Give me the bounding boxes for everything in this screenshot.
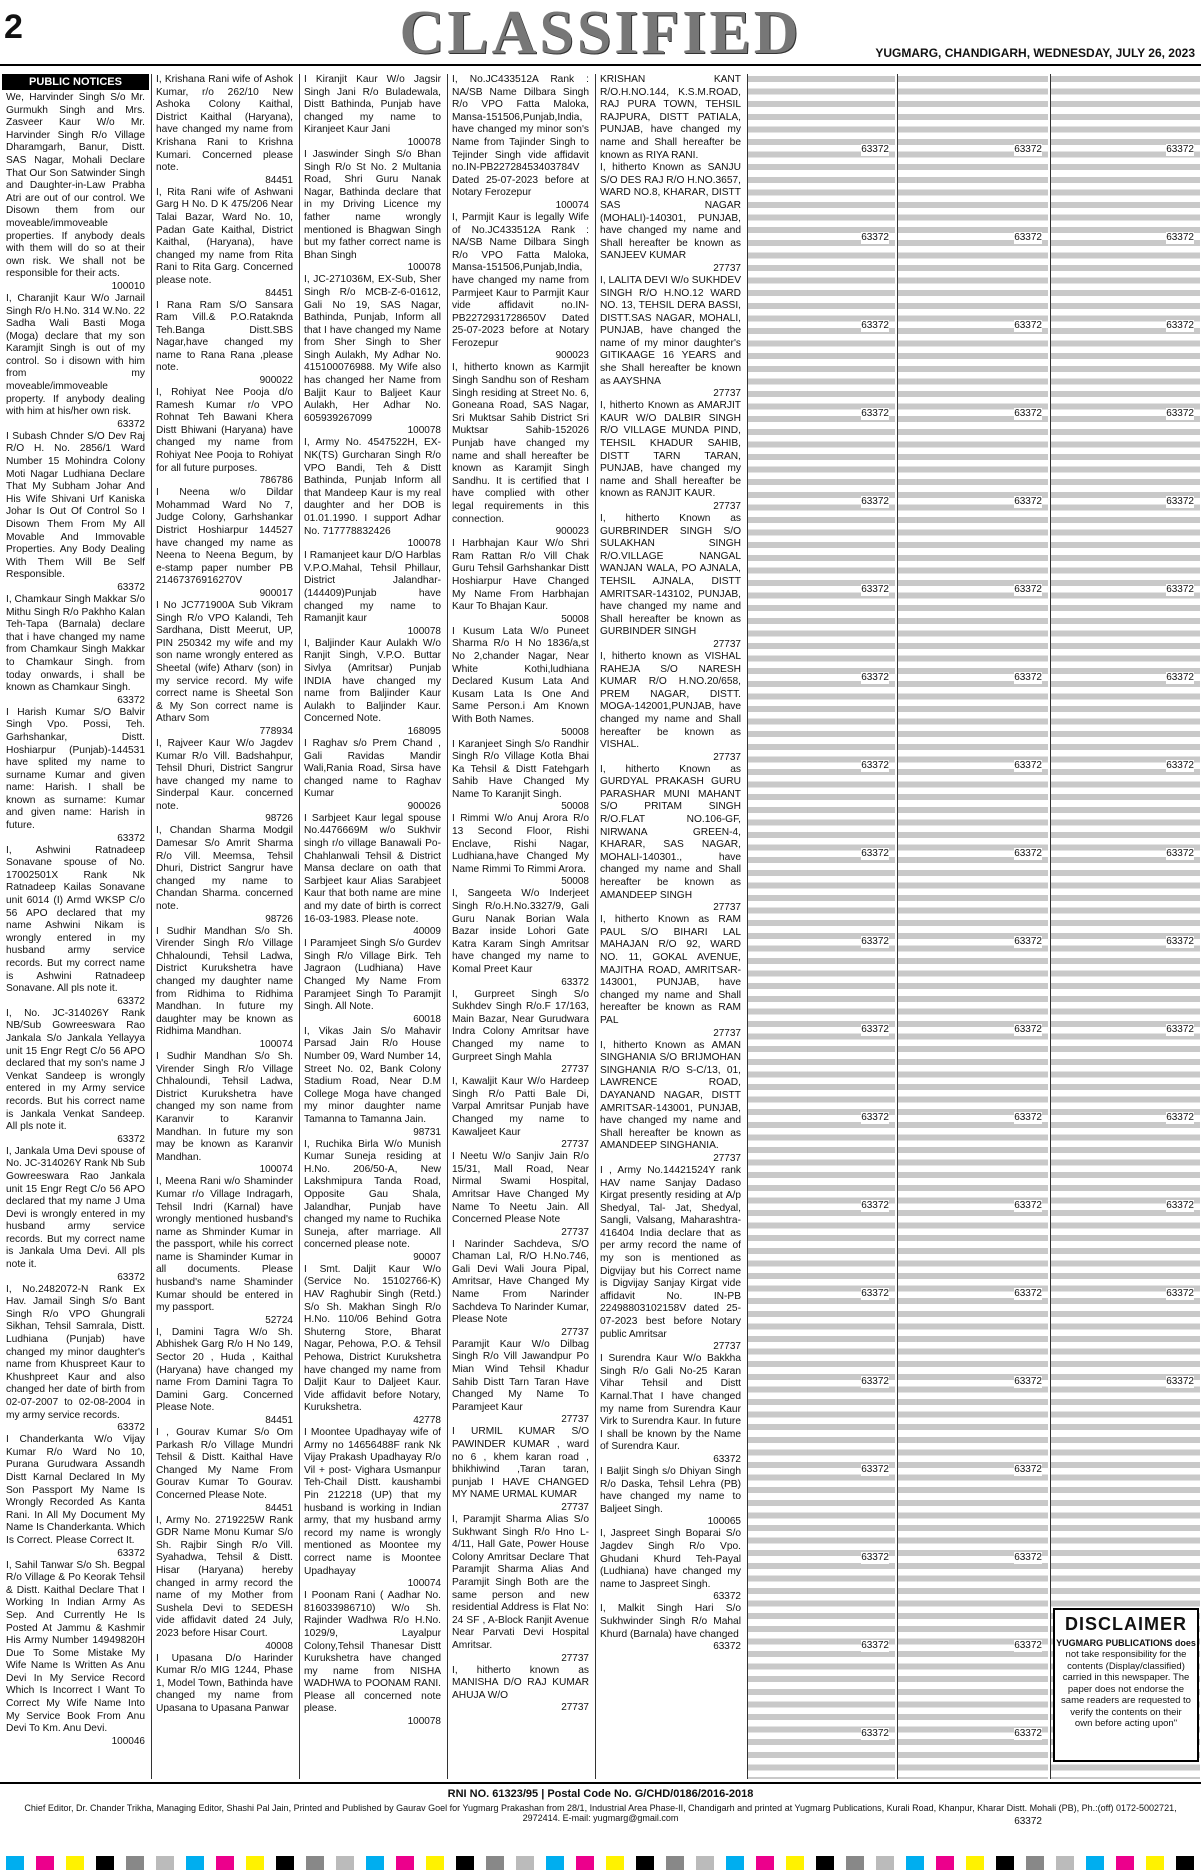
registration-bar bbox=[756, 1856, 774, 1870]
notice-entry: KRISHAN KANT R/O.H.NO.144, K.S.M.ROAD, RAJ PURA TOWN, TEHSIL RAJPURA, DISTT PATIALA, PUNJAB, have changed my name and Shall hereafter be known as RIYA RANI. bbox=[600, 74, 741, 161]
notice-code: 63372 bbox=[1014, 1376, 1042, 1387]
notice-code: 84451 bbox=[265, 287, 293, 299]
notice-entry: I Neena w/o Dildar Mohammad Ward No 7, Judge Colony, Garhshankar District Hoshiarpur 144527 have changed my name as Neena to Neena Begum, by e-stamp paper number PB 21467376916270V bbox=[156, 487, 293, 587]
registration-bar bbox=[1056, 1856, 1074, 1870]
notice-code: 42778 bbox=[413, 1415, 441, 1426]
notice-code: 900022 bbox=[259, 375, 293, 387]
notice-code: 100078 bbox=[407, 1716, 441, 1728]
notice-code: 63372 bbox=[1166, 144, 1194, 155]
notice-entry: I, hitherto Known as AMAN SINGHANIA S/O BRIJMOHAN SINGHANIA R/O S-C/13, 01, LAWRENCE ROAD, DAYANAND NAGAR, DISTT AMRITSAR-143001, PUNJAB, have changed my name and Shall hereafter be known as AMANDEEP SINGHANIA. bbox=[600, 1039, 741, 1152]
registration-bar bbox=[996, 1856, 1014, 1870]
registration-bar bbox=[186, 1856, 204, 1870]
registration-bar bbox=[276, 1856, 294, 1870]
registration-bar bbox=[246, 1856, 264, 1870]
notice-code: 63372 bbox=[1166, 1024, 1194, 1035]
registration-bar bbox=[306, 1856, 324, 1870]
notice-code: 63372 bbox=[713, 1641, 741, 1653]
notice-code: 63372 bbox=[1014, 1288, 1042, 1299]
registration-bar bbox=[606, 1856, 624, 1870]
notice-code: 27737 bbox=[561, 1702, 589, 1714]
notice-code: 63372 bbox=[117, 1133, 145, 1145]
notice-code: 100078 bbox=[407, 538, 441, 550]
registration-bar bbox=[156, 1856, 174, 1870]
notice-code: 52724 bbox=[265, 1314, 293, 1326]
notice-code: 63372 bbox=[1014, 672, 1042, 683]
notice-entry: I Paramjeet Singh S/o Gurdev Singh R/o Village Birk. Teh Jagraon (Ludhiana) Have Changed My Name From Paramjeet Singh To Paramjit Singh. All Note. bbox=[304, 938, 441, 1013]
notice-code: 40009 bbox=[413, 926, 441, 938]
notice-code: 63372 bbox=[861, 1640, 889, 1651]
notice-entry: I Baljit Singh s/o Dhiyan Singh R/o Daska, Tehsil Lehra (PB) have changed my name to Baljeet Singh. bbox=[600, 1465, 741, 1515]
notice-code: 63372 bbox=[117, 581, 145, 593]
notice-code: 63372 bbox=[713, 1453, 741, 1465]
notice-code: 100074 bbox=[259, 1038, 293, 1050]
notice-code: 63372 bbox=[561, 976, 589, 988]
column-5 bbox=[595, 74, 745, 1779]
notice-entry: I, Paramjit Sharma Alias S/o Sukhwant Singh R/o Hno L-4/11, Hall Gate, Power House Colony Amritsar Declare That Paramjit Sharma Alias And Paramjit Singh Both are the same person and new residential Address is Flat No: 24 SF , A-Block Ranjit Avenue Near Parvati Devi Hospital Amritsar. bbox=[452, 1513, 589, 1651]
notice-code: 63372 bbox=[117, 418, 145, 430]
disclaimer-subtitle: YUGMARG PUBLICATIONS does bbox=[1056, 1638, 1196, 1648]
notice-entry: I Surendra Kaur W/o Bakkha Singh R/o Gali No-25 Karan Vihar Tehsil and Distt Karnal.That I have changed my name from Surendra Kaur Virk to Surendra Kaur. In future I shall be known by the Name of Surendra Kaur. bbox=[600, 1353, 741, 1453]
notice-code: 27737 bbox=[713, 1027, 741, 1039]
column-1-entries bbox=[2, 92, 149, 1748]
column-3 bbox=[299, 74, 445, 1779]
notice-entry: I Moontee Upadhayay wife of Army no 14656488F rank Nk Vijay Prakash Upadhayay R/o Vil + post- Vighara Usmanpur Teh-Chail Distt. kaushambi Pin 212218 (UP) that my husband is working in Indian army, that my husband army record my name is wrongly mentioned as Moontee my correct name is Moontee Upadhayay bbox=[304, 1427, 441, 1577]
registration-bar bbox=[426, 1856, 444, 1870]
notice-code: 27737 bbox=[713, 638, 741, 650]
registration-bar bbox=[126, 1856, 144, 1870]
section-title: CLASSIFIED bbox=[399, 0, 802, 67]
notice-code: 84451 bbox=[265, 1415, 293, 1426]
notice-code: 63372 bbox=[117, 995, 145, 1007]
registration-bar bbox=[846, 1856, 864, 1870]
notice-entry: I, hitherto known as Karmjit Singh Sandhu son of Resham Singh residing at Street No. 6, Goneana Road, SAS Nagar, Sri Muktsar Sahib District Sri Muktsar Sahib-152026 Punjab have changed my name and shall hereafter be known as Karamjit Singh Sandhu. It is certified that I have complied with other legal requirements in this connection. bbox=[452, 362, 589, 525]
notice-code: 27737 bbox=[561, 1414, 589, 1426]
notice-entry: I, Chamkaur Singh Makkar S/o Mithu Singh R/o Pakhho Kalan Teh-Tapa (Barnala) declare that i have changed my name from Chamkaur Singh Makkar to Chamkaur Singh. from today onwards, i shall be known as Chamkaur Singh. bbox=[6, 593, 145, 694]
notice-entry: I, No.JC433512A Rank : NA/SB Name Dilbara Singh R/o VPO Fatta Maloka, Mansa-151506,Punjab,India, have changed my minor son's Name from Tajinder Singh to Tejinder Singh vide affidavit no.IN-PB22728453403784V Dated 25-07-2023 before at Notary Ferozepur bbox=[452, 74, 589, 199]
notice-entry: I, Jaspreet Singh Boparai S/o Jagdev Singh R/o Vpo. Ghudani Khurd Teh-Payal (Ludhiana) have changed my name to Jaspreet Singh. bbox=[600, 1528, 741, 1590]
registration-bar bbox=[636, 1856, 654, 1870]
notice-code: 63372 bbox=[1014, 144, 1042, 155]
notice-entry: We, Harvinder Singh S/o Mr. Gurmukh Singh and Mrs. Zasveer Kaur W/o Mr. Harvinder Singh R/o Village Dharamgarh, Banur, Distt. SAS Nagar, Mohali Declare That Our Son Satwinder Singh and Daughter-in-Law Prabha Atri are out of our control. We Disown them from our moveable/immoveable properties. If anybody deals with them will do so at their own risk. We shall not be responsible for their acts. bbox=[6, 92, 145, 280]
notice-entry: I, hitherto Known as AMARJIT KAUR W/O DALBIR SINGH R/O VILLAGE MUNDA PIND, TEHSIL KHADUR SAHIB, DISTT TARN TARAN, PUNJAB, have changed my name and Shall hereafter be known as RANJIT KAUR. bbox=[600, 400, 741, 500]
registration-bar bbox=[36, 1856, 54, 1870]
notice-code: 98726 bbox=[265, 913, 293, 925]
notice-code: 50008 bbox=[561, 726, 589, 738]
notice-code: 63372 bbox=[117, 1271, 145, 1283]
notice-code: 27737 bbox=[561, 1064, 589, 1076]
notice-entry: I, Krishana Rani wife of Ashok Kumar, r/o 262/10 New Ashoka Colony Kaithal, District Kaithal (Haryana), have changed my name from Krishana Rani to Krishna Kumari. Concerned please note. bbox=[156, 74, 293, 174]
notice-code: 900017 bbox=[259, 587, 293, 599]
notice-entry: I, Army No. 2719225W Rank GDR Name Monu Kumar S/o Sh. Rajbir Singh R/o Vill. Syahadwa, Tehsil & Distt. Hisar (Haryana) hereby changed in army record the name of my Mother from Sushela Devi to SEDESH vide affidavit dated 24 July, 2023 before Hisar Court. bbox=[156, 1514, 293, 1639]
notice-entry: I, Damini Tagra W/o Sh. Abhishek Garg R/o H No 149, Sector 20 , Huda , Kaithal (Haryana) have changed my name From Damini Tagra To Damini Garg. Concerned Please Note. bbox=[156, 1326, 293, 1414]
notice-code: 63372 bbox=[861, 144, 889, 155]
notice-code: 63372 bbox=[1166, 320, 1194, 331]
notice-code: 27737 bbox=[713, 1341, 741, 1353]
registration-bar bbox=[516, 1856, 534, 1870]
notice-code: 100074 bbox=[259, 1164, 293, 1176]
notice-code: 63372 bbox=[1166, 496, 1194, 507]
notice-code: 100010 bbox=[111, 280, 145, 292]
notice-entry: I Sarbjeet Kaur legal spouse No.4476669M w/o Sukhvir singh r/o village Banawali Po-Chahlanwali Tehsil & District Mansa declare on oath that Sarbjeet kaur Alias Sarabjeet Kaur that both name are mine and my date of birth is correct 16-03-1983. Please note. bbox=[304, 812, 441, 925]
notice-code: 63372 bbox=[861, 672, 889, 683]
notice-code: 27737 bbox=[713, 501, 741, 512]
registration-bar bbox=[396, 1856, 414, 1870]
notice-code: 63372 bbox=[1014, 1640, 1042, 1651]
registration-bar bbox=[966, 1856, 984, 1870]
notice-entry: I, Rohiyat Nee Pooja d/o Ramesh Kumar r/o VPO Rohnat Teh Bawani Khera Distt Bhiwani (Haryana) have changed my name from Rohiyat Nee Pooja to Rohiyat for all future purposes. bbox=[156, 387, 293, 474]
notice-entry: I, Rajveer Kaur W/o Jagdev Kumar R/o Vill. Badshahpur, Tehsil Dhuri, District Sangrur have changed my name to Sinderpal Kaur. concerned note. bbox=[156, 737, 293, 812]
registration-bar bbox=[936, 1856, 954, 1870]
notice-code: 27737 bbox=[561, 1652, 589, 1664]
notice-entry: I Jaswinder Singh S/o Bhan Singh R/o St No. 2 Multania Road, Shri Guru Nanak Nagar, Bathinda declare that in my Driving Licence my father name wrongly mentioned is Bhagwan Singh but my father correct name is Bhan Singh bbox=[304, 148, 441, 261]
notice-code: 63372 bbox=[1014, 760, 1042, 771]
notice-code: 63372 bbox=[1166, 1200, 1194, 1211]
notice-code: 90007 bbox=[413, 1251, 441, 1263]
notice-entry: I Smt. Daljit Kaur W/o (Service No. 15102766-K) HAV Raghubir Singh (Retd.) S/o Sh. Makhan Singh R/o H.No. 110/06 Behind Gotra Shuterng Store, Bharat Nagar, Pehowa, P.O. & Tehsil Pehowa, District Kurukshetra have changed my name from Daljit Kaur to Daljeet Kaur. Vide affidavit before Notary, Kurukshetra. bbox=[304, 1263, 441, 1414]
notice-entry: I, Rita Rani wife of Ashwani Garg H No. D K 475/206 Near Talai Bazar, Ward No. 10, Padan Gate Kaithal, District Kaithal, (Haryana), have changed my name from Rita Rani to Rita Garg. Concerned please note. bbox=[156, 186, 293, 286]
notice-code: 63372 bbox=[1014, 936, 1042, 947]
notice-entry: I, Gurpreet Singh S/o Sukhdev Singh R/o.F 17/163, Main Bazar, Near Gurudwara Indra Colony Amritsar have Changed my name to Gurpreet Singh Mahla bbox=[452, 988, 589, 1063]
notice-code: 63372 bbox=[117, 1547, 145, 1559]
notice-entry: I, Chandan Sharma Modgil Damesar S/o Amrit Sharma R/o Vill. Meemsa, Tehsil Dhuri, District Sangrur have changed my name to Chandan Sharma. concerned note. bbox=[156, 825, 293, 913]
notice-code: 900023 bbox=[555, 350, 589, 362]
notice-code: 27737 bbox=[713, 262, 741, 274]
notice-entry: I, hitherto Known as RAM PAUL S/O BIHARI LAL MAHAJAN R/O 92, WARD NO. 11, GOKAL AVENUE, MAJITHA ROAD, AMRITSAR-143001, PUNJAB, have changed my name and Shall hereafter be known as RAM PAL bbox=[600, 914, 741, 1026]
notice-entry: I, hitherto Known as SANJU S/O DES RAJ R/O H.NO.3657, WARD NO.8, KHARAR, DISTT SAS NAGAR (MOHALI)-140301, PUNJAB, have changed my name and Shall hereafter be known as SANJEEV KUMAR bbox=[600, 162, 741, 262]
registration-bar bbox=[1026, 1856, 1044, 1870]
notice-entry: I, Kawaljit Kaur W/o Hardeep Singh R/o Patti Bale Di, Varpal Amritsar Punjab have Changed my name to Kawaljeet Kaur bbox=[452, 1076, 589, 1138]
notice-code: 786786 bbox=[259, 475, 293, 487]
notice-code: 27737 bbox=[561, 1226, 589, 1238]
masthead bbox=[0, 0, 1201, 66]
column-8 bbox=[1050, 74, 1200, 1779]
notice-entry: I, Vikas Jain S/o Mahavir Parsad Jain R/o House Number 09, Ward Number 14, Street No. 02, Bank Colony Stadium Road, Near D.M College Moga have changed my minor daughter name Tamanna to Tamanna Jain. bbox=[304, 1025, 441, 1125]
registration-bar bbox=[456, 1856, 474, 1870]
notice-code: 100046 bbox=[111, 1735, 145, 1747]
registration-bar bbox=[1146, 1856, 1164, 1870]
notice-code: 98726 bbox=[265, 813, 293, 825]
notice-entry: I, Sahil Tanwar S/o Sh. Begpal R/o Village & Po Keorak Tehsil & Distt. Kaithal Declare That I Working In Indian Army As Sep. And Currently He Is Posted At Jammu & Kashmir His Army Number 14949820H Due To Some Mistake My Wife Name Is Written As Anu Devi In My Service Record Which Is Incorrect I Want To Correct My Wife Name Into My Service Book From Anu Devi To Km. Anu Devi. bbox=[6, 1559, 145, 1735]
notice-code: 100074 bbox=[555, 199, 589, 211]
notice-code: 63372 bbox=[1014, 848, 1042, 859]
notice-code: 63372 bbox=[1166, 232, 1194, 243]
notice-code: 63372 bbox=[1166, 672, 1194, 683]
notice-code: 50008 bbox=[561, 801, 589, 813]
registration-bar bbox=[726, 1856, 744, 1870]
notice-code: 63372 bbox=[861, 232, 889, 243]
notice-entry: I Upasana D/o Harinder Kumar R/o MIG 1244, Phase 1, Model Town, Bathinda have changed my name from Upasana to Upasana Panwar bbox=[156, 1652, 293, 1714]
notice-code: 84451 bbox=[265, 174, 293, 186]
notice-code: 63372 bbox=[117, 694, 145, 706]
notice-entry: I No JC771900A Sub Vikram Singh R/o VPO Kalandi, Teh Sardhana, Distt Meerut, UP, PIN 250342 my wife and my son name wrongly entered as Sheetal (wife) Atharv (son) in my service record. My wife correct name is Sheetal Son & My Son correct name is Atharv Som bbox=[156, 599, 293, 725]
notice-code: 63372 bbox=[1166, 848, 1194, 859]
registration-bar bbox=[1116, 1856, 1134, 1870]
notice-code: 27737 bbox=[713, 751, 741, 763]
notice-entry: I Harbhajan Kaur W/o Shri Ram Rattan R/o Vill Chak Guru Tehsil Garhshankar Distt Hoshiarpur Have Changed My Name From Harbhajan Kaur To Bhajan Kaur. bbox=[452, 538, 589, 613]
notice-entry: I Raghav s/o Prem Chand , Gali Ravidas Mandir Wali,Rania Road, Sirsa have changed name to Raghav Kumar bbox=[304, 737, 441, 800]
notice-code: 63372 bbox=[1166, 1288, 1194, 1299]
registration-bar bbox=[6, 1856, 24, 1870]
notice-code: 27737 bbox=[713, 1152, 741, 1164]
registration-bar bbox=[1086, 1856, 1104, 1870]
notice-code: 63372 bbox=[861, 1376, 889, 1387]
registration-bar bbox=[666, 1856, 684, 1870]
notice-code: 63372 bbox=[1014, 408, 1042, 419]
notice-entry: I, Army No. 4547522H, EX-NK(TS) Gurcharan Singh R/o VPO Bandi, Teh & Distt Bathinda, Punjab Inform all that Mandeep Kaur is my real daughter and her DOB is 01.01.1990. I support Adhar No. 717778832426 bbox=[304, 437, 441, 537]
notice-code: 63372 bbox=[861, 320, 889, 331]
notice-entry: I Neetu W/o Sanjiv Jain R/o 15/31, Mall Road, Near Nirmal Swami Hospital, Amritsar Have Changed My Name To Neetu Jain. All Concerned Please Note bbox=[452, 1151, 589, 1226]
notice-entry: I, Sangeeta W/o Inderjeet Singh R/o.H.No.3327/9, Gali Guru Nanak Borian Wala Bazar inside Lohori Gate Katra Karam Singh Amritsar have changed my name to Komal Preet Kaur bbox=[452, 888, 589, 975]
notice-code: 63372 bbox=[1014, 1024, 1042, 1035]
notice-code: 63372 bbox=[117, 1422, 145, 1434]
registration-bar bbox=[486, 1856, 504, 1870]
notice-code: 63372 bbox=[117, 832, 145, 844]
column-2 bbox=[151, 74, 297, 1779]
notice-code: 63372 bbox=[861, 496, 889, 507]
column-1 bbox=[2, 74, 149, 1779]
registration-bar bbox=[366, 1856, 384, 1870]
notice-code: 168095 bbox=[407, 725, 441, 737]
notice-code: 60018 bbox=[413, 1013, 441, 1025]
notice-code: 100078 bbox=[407, 262, 441, 274]
notice-code: 63372 bbox=[1014, 1728, 1042, 1739]
notice-code: 63372 bbox=[861, 584, 889, 595]
notice-code: 63372 bbox=[1166, 1376, 1194, 1387]
notice-code: 63372 bbox=[861, 1288, 889, 1299]
notice-code: 63372 bbox=[1014, 1200, 1042, 1211]
notice-entry: I Ramanjeet kaur D/O Harblas V.P.O.Mahal, Tehsil Phillaur, District Jalandhar-(144409)Punjab have changed my name to Ramanjit kaur bbox=[304, 550, 441, 625]
notice-entry: Paramjit Kaur W/o Dilbag Singh R/o Vill Jawandpur Po Mian Wind Tehsil Khadur Sahib Distt Tarn Taran Have Changed My Name To Paramjeet Kaur bbox=[452, 1338, 589, 1413]
notice-code: 40008 bbox=[265, 1640, 293, 1652]
notice-code: 63372 bbox=[1014, 584, 1042, 595]
notice-code: 50008 bbox=[561, 876, 589, 888]
notice-code: 100078 bbox=[407, 625, 441, 637]
notice-code: 63372 bbox=[1014, 496, 1042, 507]
registration-bar bbox=[336, 1856, 354, 1870]
notice-entry: I, Ruchika Birla W/o Munish Kumar Suneja residing at H.No. 206/50-A, New Lakshmipura Tanda Road, Opposite Gau Shala, Jalandhar, Punjab have changed my name to Ruchika Suneja, after marriage. All concerned please note. bbox=[304, 1138, 441, 1251]
notice-code: 63372 bbox=[861, 936, 889, 947]
notice-code: 63372 bbox=[1014, 1464, 1042, 1475]
public-notices-heading: PUBLIC NOTICES bbox=[2, 74, 149, 90]
notice-code: 900023 bbox=[555, 526, 589, 538]
registration-bar bbox=[816, 1856, 834, 1870]
column-6 bbox=[747, 74, 895, 1779]
notice-code: 27737 bbox=[561, 1139, 589, 1151]
disclaimer-body: not take responsibility for the contents (Display/classified) carried in this newspaper. The paper does not endorse the same readers are requested to verify the contents on their own before acting upon" bbox=[1061, 1649, 1191, 1729]
notice-code: 27737 bbox=[561, 1326, 589, 1338]
notice-entry: I, JC-271036M, EX-Sub, Sher Singh R/o MCB-Z-6-01612, Gali No 19, SAS Nagar, Bathinda, Punjab, Inform all that I have changed my Name from Sher Singh to Sher Singh Aulakh, My Adhar No. 415100076988. My Wife also has changed her Name from Baljit Kaur to Baljeet Kaur Aulakh, Her Adhar No. 605939267099 bbox=[304, 274, 441, 424]
notice-code: 63372 bbox=[861, 760, 889, 771]
registration-bar bbox=[906, 1856, 924, 1870]
notice-code: 84451 bbox=[265, 1502, 293, 1514]
notice-entry: I Harish Kumar S/O Balvir Singh Vpo. Possi, Teh. Garhshankar, Distt. Hoshiarpur (Punjab)-144531 have splited my name to surname Kumar and given name: Harish. I shall be known as surname: Kumar and given name: Harish in future. bbox=[6, 706, 145, 832]
notice-entry: I Chanderkanta W/o Vijay Kumar R/o Ward No 10, Purana Gurudwara Assandh Distt Karnal Declared In My Son Passport My Name Is Wrongly Recorded As Kanta Rani. In All My Document My Name Is Chanderkanta. Which Is Correct. Please Correct It. bbox=[6, 1434, 145, 1546]
notice-code: 63372 bbox=[861, 1552, 889, 1563]
notice-entry: I, hitherto Known as GURDYAL PRAKASH GURU PARASHAR MUNI MAHANT S/O PRITAM SINGH R/O.FLAT NO.106-GF, NIRWANA GREEN-4, KHARAR, SAS NAGAR, MOHALI-140301., have changed my name and Shall hereafter be known as AMANDEEP SINGH bbox=[600, 763, 741, 901]
notice-code: 50008 bbox=[561, 613, 589, 625]
notice-code: 63372 bbox=[1014, 232, 1042, 243]
notice-entry: I, LALITA DEVI W/o SUKHDEV SINGH R/O H.NO.12 WARD NO. 13, TEHSIL DERA BASSI, DISTT.SAS NAGAR, MOHALI, PUNJAB, have changed the name of my minor daughter's GITIKAAGE 16 YEARS and she Shall hereafter be known as AAYSHNA bbox=[600, 274, 741, 387]
notice-code: 63372 bbox=[1166, 1112, 1194, 1123]
notice-code: 900026 bbox=[407, 800, 441, 812]
notice-entry: I Narinder Sachdeva, S/O Chaman Lal, R/O H.No.746, Gali Devi Wali Joura Pipal, Amritsar, Have Changed My Name From Narinder Sachdeva To Narinder Kumar, Please Note bbox=[452, 1238, 589, 1326]
notice-entry: I , Gourav Kumar S/o Om Parkash R/o Village Mundri Tehsil & Distt. Kaithal Have Changed My Name From Gourav Kumar To Gourav. Concerned Please Note. bbox=[156, 1427, 293, 1501]
rni-line: RNI NO. 61323/95 | Postal Code No. G/CHD/0186/2016-2018 bbox=[447, 1788, 754, 1800]
disclaimer-title: DISCLAIMER bbox=[1065, 1614, 1187, 1634]
notice-code: 100074 bbox=[407, 1578, 441, 1590]
notice-code: 63372 bbox=[1014, 1552, 1042, 1563]
notice-code: 63372 bbox=[861, 848, 889, 859]
notice-code: 63372 bbox=[1014, 320, 1042, 331]
notice-code: 63372 bbox=[1166, 936, 1194, 947]
notice-entry: I, Meena Rani w/o Shaminder Kumar r/o Village Indragarh, Tehsil Indri (Karnal) have wrongly mentioned husband's name as Shminder Kumar in the passport, while his correct name is Shaminder Kumar in all documents. Please husband's name Shaminder Kumar should be entered in my passport. bbox=[156, 1176, 293, 1314]
registration-bar bbox=[216, 1856, 234, 1870]
notice-entry: I Rana Ram S/O Sansara Ram Vill.& P.O.Rataknda Teh.Banga Distt.SBS Nagar,have changed my name to Rana Rana ,please note. bbox=[156, 299, 293, 374]
registration-bar bbox=[546, 1856, 564, 1870]
notice-entry: I Subash Chnder S/O Dev Raj R/O H. No. 2856/1 Ward Number 15 Mohindra Colony Moti Nagar Ludhiana Declare That My Subham Johar And His Wife Shivani Urf Kaniska Johar Is Out Of Control So I Disown Them From My All Movable And Immovable Properties. Any Body Dealing With Them Will Be Self Responsible. bbox=[6, 430, 145, 581]
dateline: YUGMARG, CHANDIGARH, WEDNESDAY, JULY 26, 2023 bbox=[875, 46, 1195, 60]
page-number: 2 bbox=[4, 8, 23, 46]
notice-entry: I, hitherto known as VISHAL RAHEJA S/O NARESH KUMAR R/O H.NO.20/658, PREM NAGAR, DISTT. MOGA-142001,PUNJAB, have changed my name and Shall hereafter be known as VISHAL. bbox=[600, 650, 741, 751]
notice-code: 27737 bbox=[713, 388, 741, 400]
notice-code: 98731 bbox=[413, 1126, 441, 1138]
notice-code: 100065 bbox=[707, 1516, 741, 1528]
notice-code: 63372 bbox=[861, 1112, 889, 1123]
notice-entry: I, Jankala Uma Devi spouse of No. JC-314026Y Rank Nb Sub Gowreeswara Rao Jankala unit 15 Engr Regt C/o 56 APO declared that my name J Uma Devi is wrongly entered in my husband army service records. But my correct name is Jankala Uma Devi. All pls note it. bbox=[6, 1145, 145, 1271]
notice-entry: I URMIL KUMAR S/O PAWINDER KUMAR , ward no 6 , khem karan road , bhikhiwind ,Taran taran, punjab I HAVE CHANGED MY NAME URMAL KUMAR bbox=[452, 1426, 589, 1501]
registration-bar bbox=[1176, 1856, 1194, 1870]
footer bbox=[0, 1782, 1201, 1823]
notice-entry: I, Malkit Singh Hari S/o Sukhwinder Singh R/o Mahal Khurd (Barnala) have changed bbox=[600, 1603, 741, 1640]
notice-code: 63372 bbox=[1166, 584, 1194, 595]
notice-entry: I Sudhir Mandhan S/o Sh. Virender Singh R/o Village Chhaloundi, Tehsil Ladwa, District Kurukshetra have changed my daughter name from Ridhima to Ridhima Mandhan. In future my daughter may be known as Ridhima Mandhan. bbox=[156, 925, 293, 1038]
notice-code: 27737 bbox=[561, 1501, 589, 1513]
registration-bar bbox=[66, 1856, 84, 1870]
color-registration-bars bbox=[0, 1846, 1201, 1874]
notice-code: 63372 bbox=[861, 408, 889, 419]
disclaimer-box bbox=[1053, 1608, 1199, 1762]
column-4 bbox=[447, 74, 593, 1779]
notice-entry: I, Baljinder Kaur Aulakh W/o Ranjit Singh, V.P.O. Buttar Sivlya (Amritsar) Punjab INDIA have changed my name from Baljinder Kaur Aulakh to Baljinder Kaur. Concerned Note. bbox=[304, 637, 441, 725]
notice-code: 100078 bbox=[407, 425, 441, 437]
notice-entry: I , Army No.14421524Y rank HAV name Sanjay Dadaso Kirgat presently residing at A/p Shedyal, Tal- Jat, Shedyal, Sangli, Valsang, Maharashtra-416404 India declare that as per army record the name of my son is mentioned as Digvijay but his Correct name is Digvijay Sanjay Kirgat vide affidavit No. IN-PB 22498803102158V dated 25-07-2023 best before Notary public Amritsar bbox=[600, 1164, 741, 1340]
notice-entry: I Kusum Lata W/o Puneet Sharma R/o H No 1836/a,st No 2,chander Nagar, Near White Kothi,ludhiana Declared Kusum Lata And Kusam Lata Is One And Same Person.i Am Known With Both Names. bbox=[452, 625, 589, 725]
notice-code: 27737 bbox=[713, 902, 741, 914]
notice-entry: I Rimmi W/o Anuj Arora R/o 13 Second Floor, Rishi Enclave, Rishi Nagar, Ludhiana,have Changed My Name Rimmi To Rimmi Arora. bbox=[452, 813, 589, 875]
notice-entry: I Kiranjit Kaur W/o Jagsir Singh Jani R/o Buladewala, Distt Bathinda, Punjab have changed my name to Kiranjeet Kaur Jani bbox=[304, 74, 441, 136]
registration-bar bbox=[576, 1856, 594, 1870]
notice-entry: I, hitherto known as MANISHA D/O RAJ KUMAR AHUJA W/O bbox=[452, 1664, 589, 1701]
notice-code: 63372 bbox=[713, 1591, 741, 1603]
notice-entry: I, Ashwini Ratnadeep Sonavane spouse of No. 17002501X Rank Nk Ratnadeep Kailas Sonavane unit 6014 (I) Armd WKSP C/o 56 APO declared that my name Ashwini Nikam is wrongly entered in my husband army service records. But my correct name is Ashwini Ratnadeep Sonavane. All pls note it. bbox=[6, 844, 145, 995]
notice-code: 63372 bbox=[1166, 760, 1194, 771]
notice-entry: I, No.2482072-N Rank Ex Hav. Jamail Singh S/o Bant Singh R/o VPO Ghungrali Sikhan, Tehsil Samrala, Distt. Ludhiana (Punjab) have changed my minor daughter's name from Khuspreet Kaur to Khushpreet Kaur and also changed her date of birth from 02-07-2007 to 02-08-2004 in my army service records. bbox=[6, 1283, 145, 1421]
notice-entry: I Karanjeet Singh S/o Randhir Singh R/o Village Kotla Bhai Ka Tehsil & Distt Fatehgarh Sahib Have Changed My Name To Karanjit Singh. bbox=[452, 738, 589, 800]
registration-bar bbox=[96, 1856, 114, 1870]
notice-code: 63372 bbox=[861, 1464, 889, 1475]
notice-code: 100078 bbox=[407, 136, 441, 148]
registration-bar bbox=[696, 1856, 714, 1870]
notice-code: 778934 bbox=[259, 725, 293, 737]
notice-code: 63372 bbox=[861, 1024, 889, 1035]
notice-code: 63372 bbox=[1014, 1112, 1042, 1123]
registration-bar bbox=[876, 1856, 894, 1870]
print-credits: Chief Editor, Dr. Chander Trikha, Managing Editor, Shashi Pal Jain, Printed and Published by Gaurav Goel for Yugmarg Prakashan from 28/1, Industrial Area Phase-II, Chandigarh and printed at Yugmarg Publications, Kurali Road, Khanpur, Kharar Distt. Mohali (PB), Ph.:(off) 0172-5002721, 2972414. E-mail: yugmarg@gmail.com bbox=[24, 1803, 1177, 1823]
notice-code: 63372 bbox=[1166, 408, 1194, 419]
column-7 bbox=[897, 74, 1048, 1827]
notice-code: 63372 bbox=[1014, 1816, 1042, 1827]
notice-entry: I, Parmjit Kaur is legally Wife of No.JC433512A Rank : NA/SB Name Dilbara Singh R/o VPO Fatta Maloka, Mansa-151506,Punjab,India, have changed my name from Parmjeet Kaur to Parmjit Kaur vide affidavit no.IN-PB2272931728650V Dated 25-07-2023 before at Notary Ferozepur bbox=[452, 211, 589, 349]
registration-bar bbox=[786, 1856, 804, 1870]
notice-code: 63372 bbox=[861, 1728, 889, 1739]
notice-entry: I, hitherto Known as GURBRINDER SINGH S/O SULAKHAN SINGH R/O.VILLAGE NANGAL WANJAN WALA, PO AJNALA, TEHSIL AJNALA, DISTT AMRITSAR-143102, PUNJAB, have changed my name and Shall hereafter be known as GURBINDER SINGH bbox=[600, 513, 741, 638]
notice-code: 63372 bbox=[861, 1200, 889, 1211]
notice-entry: I, Charanjit Kaur W/o Jarnail Singh R/o H.No. 314 W.No. 22 Sadha Wali Basti Moga (Moga) declare that my son Karamjit Singh is out of my control. So i disown with him from my moveable/immoveable property. If anybody dealing with him at his/her own risk. bbox=[6, 292, 145, 418]
notice-entry: I Poonam Rani ( Aadhar No. 816033986710) W/o Sh. Rajinder Wadhwa R/o H.No. 1029/9, Layalpur Colony,Tehsil Thanesar Distt Kurukshetra have changed my name from NISHA WADHWA to POONAM RANI. Please all concerned note please. bbox=[304, 1590, 441, 1715]
notice-entry: I Sudhir Mandhan S/o Sh. Virender Singh R/o Village Chhaloundi, Tehsil Ladwa, District Kurukshetra have changed my son name from Karanvir to Karanvir Mandhan. In future my son may be known as Karanvir Mandhan. bbox=[156, 1050, 293, 1163]
notice-entry: I, No. JC-314026Y Rank NB/Sub Gowreeswara Rao Jankala S/o Jankala Yellayya unit 15 Engr Regt C/o 56 APO declared that my son's name J Venkat Sandeep is wrongly entered in my Army service records. But his correct name is Jankala Venkat Sandeep. All pls note it. bbox=[6, 1007, 145, 1133]
